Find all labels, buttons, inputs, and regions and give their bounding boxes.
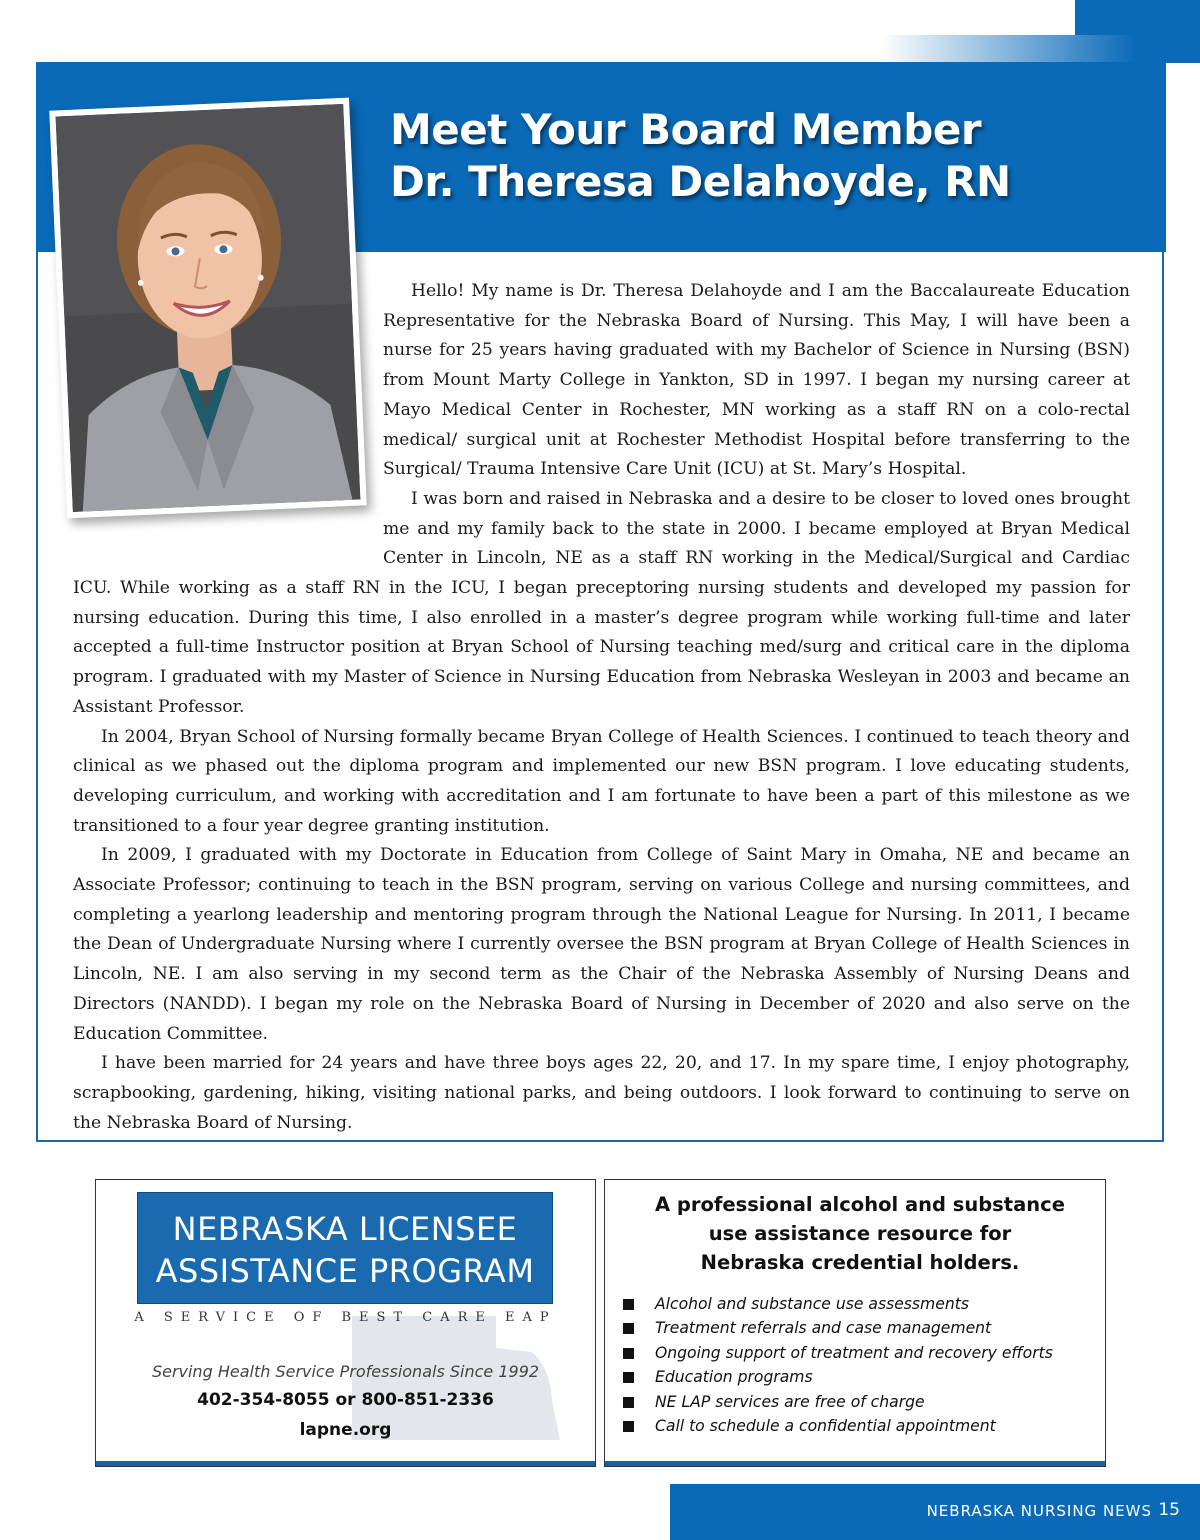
serving-since-text: Serving Health Service Professionals Since 1992	[151, 1362, 540, 1381]
square-bullet-icon	[623, 1397, 634, 1408]
services-heading	[615, 1190, 1105, 1277]
services-heading-line-2: use assistance resource for	[708, 1222, 1012, 1245]
ad-underline	[605, 1461, 1105, 1466]
square-bullet-icon	[623, 1323, 634, 1334]
photo-wrap-spacer	[73, 277, 383, 549]
article-title-line-1: Meet Your Board Member	[390, 105, 982, 154]
square-bullet-icon	[623, 1348, 634, 1359]
article-title	[390, 104, 1011, 208]
list-item-text: Call to schedule a confidential appointment	[655, 1416, 996, 1435]
website-link[interactable]: lapne.org	[299, 1420, 392, 1440]
services-heading-line-3: Nebraska credential holders.	[700, 1251, 1020, 1274]
nelap-logo	[137, 1192, 553, 1304]
header-gradient-bar	[880, 35, 1200, 63]
list-item	[623, 1414, 1053, 1438]
article-paragraph: In 2009, I graduated with my Doctorate in Education from College of Saint Mary in Omaha, NE and became an Associate Professor; continuing to teach in the BSN program, serving on various College and nursing committees, and completing a yearlong leadership and mentoring program through the National League for Nursing. In 2011, I became the Dean of Undergraduate Nursing where I currently oversee the BSN program at Bryan College of Health Sciences in Lincoln, NE. I am also serving in my second term as the Chair of the Nebraska Assembly of Nursing Deans and Directors (NANDD). I began my role on the Nebraska Board of Nursing in December of 2020 and also serve on the Education Committee.	[73, 845, 1130, 1044]
list-item-text: Treatment referrals and case management	[655, 1319, 992, 1338]
logo-line-2: ASSISTANCE PROGRAM	[155, 1252, 535, 1290]
ad-underline	[96, 1461, 595, 1466]
list-item	[623, 1365, 1053, 1389]
list-item-text: NE LAP services are free of charge	[655, 1392, 925, 1411]
square-bullet-icon	[623, 1299, 634, 1310]
list-item	[623, 1341, 1053, 1365]
article-body	[73, 277, 1130, 1138]
publication-name: NEBRASKA NURSING NEWS	[926, 1502, 1152, 1520]
article-paragraph: In 2004, Bryan School of Nursing formally became Bryan College of Health Sciences. I continued to teach theory and clinical as we phased out the diploma program and implemented our new BSN program. I love educating students, developing curriculum, and working with accreditation and I am fortunate to have been a part of this milestone as we transitioned to a four year degree granting institution.	[73, 726, 1130, 836]
article-paragraph: I was born and raised in Nebraska and a desire to be closer to loved ones brought me and my family back to the state in 2000. I became employed at Bryan Medical Center in Lincoln, NE as a staff RN working in the Medical/Surgical and Cardiac ICU. While working as a staff RN in the ICU, I began preceptoring nursing students and developed my passion for nursing education. During this time, I also enrolled in a master’s degree program while working full-time and later accepted a full-time Instructor position at Bryan School of Nursing teaching med/surg and critical care in the diploma program. I graduated with my Master of Science in Nursing Education from Nebraska Wesleyan in 2003 and became an Assistant Professor.	[73, 488, 1130, 717]
article-paragraph: Hello! My name is Dr. Theresa Delahoyde and I am the Baccalaureate Education Representative for the Nebraska Board of Nursing. This May, I will have been a nurse for 25 years having graduated with my Bachelor of Science in Nursing (BSN) from Mount Marty College in Yankton, SD in 1997. I began my nursing career at Mayo Medical Center in Rochester, MN working as a staff RN on a colo-rectal medical/ surgical unit at Rochester Methodist Hospital before transferring to the Surgical/ Trauma Intensive Care Unit (ICU) at St. Mary’s Hospital.	[383, 281, 1130, 480]
page-footer	[670, 1484, 1200, 1540]
corner-accent-block	[1075, 0, 1200, 35]
list-item	[623, 1390, 1053, 1414]
article-title-line-2: Dr. Theresa Delahoyde, RN	[390, 157, 1011, 206]
nelap-advertisement	[95, 1179, 596, 1467]
services-heading-line-1: A professional alcohol and substance	[655, 1193, 1065, 1216]
phone-numbers: 402-354-8055 or 800-851-2336	[197, 1390, 494, 1410]
article-paragraph: I have been married for 24 years and have three boys ages 22, 20, and 17. In my spare time, I enjoy photography, scrapbooking, gardening, hiking, visiting national parks, and being outdoors. I look forward to continuing to serve on the Nebraska Board of Nursing.	[73, 1053, 1130, 1133]
logo-tagline: A SERVICE OF BEST CARE EAP	[134, 1310, 557, 1325]
services-list	[623, 1292, 1053, 1438]
page-number: 15	[1158, 1500, 1180, 1520]
list-item	[623, 1292, 1053, 1316]
list-item-text: Ongoing support of treatment and recovery efforts	[655, 1343, 1053, 1362]
list-item-text: Education programs	[655, 1368, 813, 1387]
square-bullet-icon	[623, 1372, 634, 1383]
logo-line-1: NEBRASKA LICENSEE	[172, 1210, 518, 1248]
square-bullet-icon	[623, 1421, 634, 1432]
list-item	[623, 1316, 1053, 1340]
services-advertisement	[604, 1179, 1106, 1467]
list-item-text: Alcohol and substance use assessments	[655, 1295, 969, 1313]
